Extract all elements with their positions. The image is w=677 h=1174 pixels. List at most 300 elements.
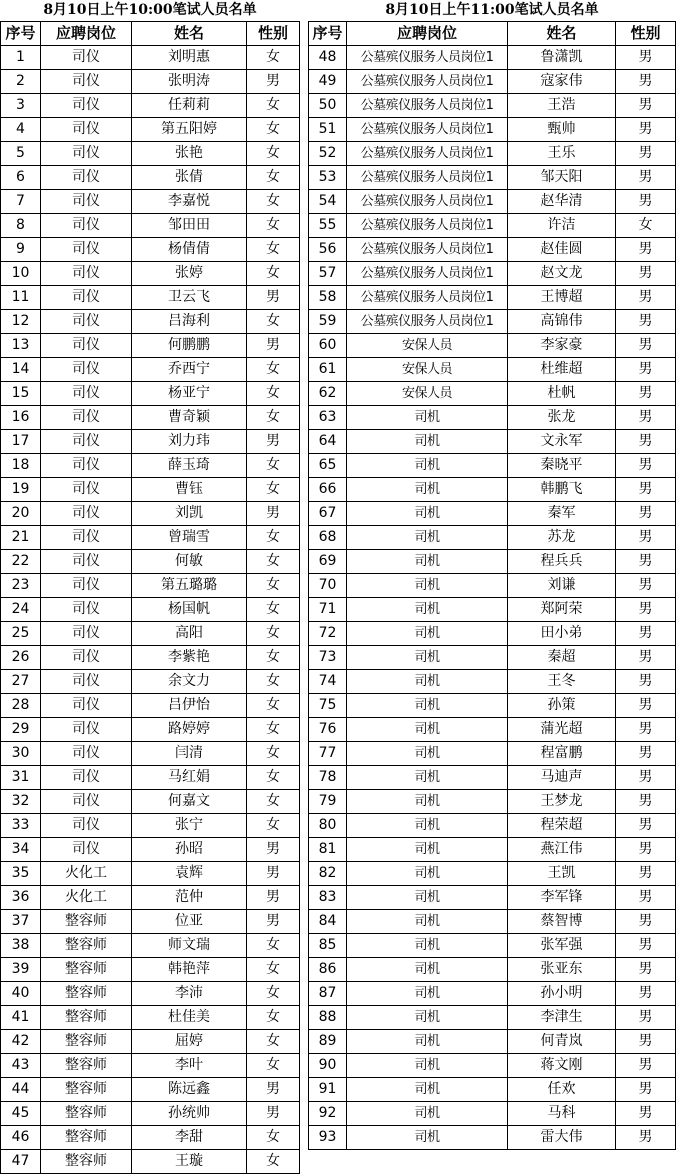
table-row [309, 214, 676, 238]
cell-position: 火化工 [41, 862, 132, 886]
cell-name: 李嘉悦 [132, 190, 247, 214]
cell-number: 69 [309, 550, 347, 574]
cell-number: 35 [1, 862, 41, 886]
left-roster-table [0, 0, 300, 1174]
cell-gender: 男 [616, 430, 676, 454]
table-row [309, 910, 676, 934]
table-row [309, 430, 676, 454]
cell-gender: 女 [247, 142, 300, 166]
table-row [1, 982, 300, 1006]
cell-name: 张亚东 [508, 958, 616, 982]
cell-number: 7 [1, 190, 41, 214]
table-row [1, 790, 300, 814]
cell-position: 火化工 [41, 886, 132, 910]
cell-name: 王梦龙 [508, 790, 616, 814]
cell-name: 张龙 [508, 406, 616, 430]
cell-position: 司机 [347, 982, 508, 1006]
cell-gender: 男 [616, 814, 676, 838]
cell-gender: 男 [616, 862, 676, 886]
cell-position: 司仪 [41, 550, 132, 574]
cell-number: 2 [1, 70, 41, 94]
cell-gender: 男 [616, 238, 676, 262]
cell-gender: 男 [616, 454, 676, 478]
cell-name: 师文瑞 [132, 934, 247, 958]
cell-gender: 男 [616, 1030, 676, 1054]
cell-position: 司机 [347, 1054, 508, 1078]
cell-gender: 女 [247, 598, 300, 622]
cell-gender: 女 [247, 526, 300, 550]
cell-gender: 女 [247, 958, 300, 982]
cell-position: 安保人员 [347, 382, 508, 406]
cell-gender: 男 [616, 406, 676, 430]
cell-gender: 男 [616, 550, 676, 574]
cell-name: 邹天阳 [508, 166, 616, 190]
table-row [309, 622, 676, 646]
table-row [309, 550, 676, 574]
cell-number: 72 [309, 622, 347, 646]
cell-number: 89 [309, 1030, 347, 1054]
cell-name: 李甜 [132, 1126, 247, 1150]
cell-number: 78 [309, 766, 347, 790]
cell-position: 司机 [347, 406, 508, 430]
cell-position: 司仪 [41, 478, 132, 502]
cell-gender: 女 [247, 166, 300, 190]
cell-number: 8 [1, 214, 41, 238]
cell-name: 范仲 [132, 886, 247, 910]
cell-gender: 男 [616, 286, 676, 310]
cell-gender: 男 [616, 310, 676, 334]
header-gender: 性别 [247, 22, 300, 46]
cell-position: 司仪 [41, 574, 132, 598]
cell-position: 司仪 [41, 430, 132, 454]
table-row [1, 766, 300, 790]
cell-name: 何青岚 [508, 1030, 616, 1054]
table-row [1, 142, 300, 166]
cell-gender: 女 [247, 238, 300, 262]
cell-name: 张倩 [132, 166, 247, 190]
cell-name: 程兵兵 [508, 550, 616, 574]
left-header-row [1, 22, 300, 46]
cell-name: 刘凯 [132, 502, 247, 526]
cell-position: 司仪 [41, 358, 132, 382]
cell-gender: 男 [616, 982, 676, 1006]
cell-number: 52 [309, 142, 347, 166]
cell-gender: 女 [616, 214, 676, 238]
table-row [1, 286, 300, 310]
cell-number: 24 [1, 598, 41, 622]
cell-name: 蒲光超 [508, 718, 616, 742]
cell-gender: 男 [616, 1126, 676, 1150]
cell-position: 司仪 [41, 526, 132, 550]
cell-position: 司机 [347, 790, 508, 814]
cell-gender: 女 [247, 622, 300, 646]
table-row [1, 262, 300, 286]
cell-gender: 女 [247, 406, 300, 430]
cell-number: 14 [1, 358, 41, 382]
cell-name: 高阳 [132, 622, 247, 646]
cell-number: 85 [309, 934, 347, 958]
header-name: 姓名 [132, 22, 247, 46]
cell-position: 公墓殡仪服务人员岗位1 [347, 190, 508, 214]
cell-position: 司机 [347, 454, 508, 478]
cell-name: 何嘉文 [132, 790, 247, 814]
cell-name: 位亚 [132, 910, 247, 934]
table-row [1, 886, 300, 910]
cell-position: 司仪 [41, 502, 132, 526]
table-row [1, 382, 300, 406]
cell-gender: 女 [247, 670, 300, 694]
cell-name: 杨国帆 [132, 598, 247, 622]
cell-name: 赵华清 [508, 190, 616, 214]
table-row [309, 1054, 676, 1078]
cell-position: 司机 [347, 670, 508, 694]
cell-number: 16 [1, 406, 41, 430]
cell-name: 屈婷 [132, 1030, 247, 1054]
cell-name: 韩艳萍 [132, 958, 247, 982]
table-row [1, 526, 300, 550]
cell-name: 刘力玮 [132, 430, 247, 454]
table-row [309, 382, 676, 406]
cell-gender: 女 [247, 1126, 300, 1150]
cell-position: 司机 [347, 694, 508, 718]
cell-gender: 男 [616, 1054, 676, 1078]
table-row [309, 1078, 676, 1102]
table-row [1, 238, 300, 262]
cell-name: 程富鹏 [508, 742, 616, 766]
cell-position: 司机 [347, 910, 508, 934]
cell-number: 17 [1, 430, 41, 454]
table-row [1, 550, 300, 574]
cell-position: 司仪 [41, 646, 132, 670]
cell-number: 15 [1, 382, 41, 406]
table-row [1, 814, 300, 838]
table-row [309, 718, 676, 742]
cell-gender: 男 [616, 1078, 676, 1102]
cell-number: 61 [309, 358, 347, 382]
table-row [309, 670, 676, 694]
cell-name: 高锦伟 [508, 310, 616, 334]
cell-gender: 女 [247, 1054, 300, 1078]
cell-position: 整容师 [41, 1030, 132, 1054]
right-header-row [309, 22, 676, 46]
cell-name: 何鹏鹏 [132, 334, 247, 358]
cell-position: 司仪 [41, 406, 132, 430]
cell-name: 邹田田 [132, 214, 247, 238]
table-row [1, 1102, 300, 1126]
cell-name: 马红娟 [132, 766, 247, 790]
cell-name: 韩鹏飞 [508, 478, 616, 502]
cell-name: 张婷 [132, 262, 247, 286]
cell-gender: 男 [247, 502, 300, 526]
cell-gender: 女 [247, 358, 300, 382]
cell-position: 司机 [347, 934, 508, 958]
cell-gender: 女 [247, 478, 300, 502]
cell-gender: 女 [247, 790, 300, 814]
cell-number: 41 [1, 1006, 41, 1030]
cell-position: 安保人员 [347, 334, 508, 358]
cell-position: 司仪 [41, 454, 132, 478]
table-row [309, 1126, 676, 1150]
cell-position: 司机 [347, 430, 508, 454]
cell-position: 整容师 [41, 1102, 132, 1126]
cell-position: 司仪 [41, 694, 132, 718]
cell-number: 34 [1, 838, 41, 862]
cell-name: 张艳 [132, 142, 247, 166]
cell-position: 司仪 [41, 70, 132, 94]
cell-number: 82 [309, 862, 347, 886]
cell-name: 赵文龙 [508, 262, 616, 286]
cell-name: 刘明惠 [132, 46, 247, 70]
cell-name: 鲁潇凯 [508, 46, 616, 70]
cell-name: 何敏 [132, 550, 247, 574]
cell-name: 马迪声 [508, 766, 616, 790]
cell-name: 田小弟 [508, 622, 616, 646]
header-name: 姓名 [508, 22, 616, 46]
cell-position: 司机 [347, 1078, 508, 1102]
cell-position: 司仪 [41, 790, 132, 814]
cell-gender: 女 [247, 814, 300, 838]
cell-number: 26 [1, 646, 41, 670]
cell-name: 杜帆 [508, 382, 616, 406]
cell-name: 李沛 [132, 982, 247, 1006]
cell-name: 蔡智博 [508, 910, 616, 934]
cell-number: 53 [309, 166, 347, 190]
cell-number: 63 [309, 406, 347, 430]
cell-gender: 女 [247, 1030, 300, 1054]
cell-number: 55 [309, 214, 347, 238]
header-gender: 性别 [616, 22, 676, 46]
cell-number: 93 [309, 1126, 347, 1150]
table-row [1, 574, 300, 598]
header-position: 应聘岗位 [41, 22, 132, 46]
cell-number: 4 [1, 118, 41, 142]
cell-position: 司机 [347, 598, 508, 622]
cell-gender: 女 [247, 454, 300, 478]
table-row [309, 502, 676, 526]
cell-name: 王凯 [508, 862, 616, 886]
cell-name: 杨亚宁 [132, 382, 247, 406]
cell-position: 司机 [347, 718, 508, 742]
cell-position: 司仪 [41, 262, 132, 286]
cell-number: 13 [1, 334, 41, 358]
cell-position: 公墓殡仪服务人员岗位1 [347, 142, 508, 166]
cell-gender: 女 [247, 766, 300, 790]
cell-number: 59 [309, 310, 347, 334]
cell-gender: 男 [616, 742, 676, 766]
cell-number: 62 [309, 382, 347, 406]
cell-gender: 男 [247, 886, 300, 910]
table-row [309, 958, 676, 982]
cell-position: 司机 [347, 526, 508, 550]
table-row [1, 430, 300, 454]
cell-name: 第五阳婷 [132, 118, 247, 142]
cell-position: 司机 [347, 646, 508, 670]
table-row [1, 910, 300, 934]
cell-gender: 男 [616, 910, 676, 934]
cell-gender: 女 [247, 694, 300, 718]
cell-name: 李津生 [508, 1006, 616, 1030]
cell-gender: 女 [247, 1150, 300, 1174]
cell-number: 3 [1, 94, 41, 118]
table-row [309, 238, 676, 262]
cell-position: 司机 [347, 502, 508, 526]
cell-name: 张军强 [508, 934, 616, 958]
table-row [309, 598, 676, 622]
table-row [1, 934, 300, 958]
cell-name: 吕海利 [132, 310, 247, 334]
cell-number: 32 [1, 790, 41, 814]
cell-name: 赵佳圆 [508, 238, 616, 262]
cell-position: 整容师 [41, 1054, 132, 1078]
cell-number: 42 [1, 1030, 41, 1054]
table-row [1, 334, 300, 358]
cell-position: 司机 [347, 862, 508, 886]
cell-name: 苏龙 [508, 526, 616, 550]
cell-gender: 男 [616, 118, 676, 142]
table-row [309, 886, 676, 910]
cell-name: 王冬 [508, 670, 616, 694]
table-row [1, 694, 300, 718]
cell-name: 孙昭 [132, 838, 247, 862]
cell-name: 郑阿荣 [508, 598, 616, 622]
cell-name: 杨倩倩 [132, 238, 247, 262]
table-row [309, 862, 676, 886]
cell-position: 安保人员 [347, 358, 508, 382]
table-row [1, 1150, 300, 1174]
cell-number: 18 [1, 454, 41, 478]
table-row [1, 1006, 300, 1030]
cell-gender: 男 [616, 1006, 676, 1030]
cell-number: 33 [1, 814, 41, 838]
cell-name: 杜佳美 [132, 1006, 247, 1030]
table-row [1, 454, 300, 478]
cell-name: 雷大伟 [508, 1126, 616, 1150]
cell-number: 47 [1, 1150, 41, 1174]
header-number: 序号 [1, 22, 41, 46]
cell-gender: 男 [616, 166, 676, 190]
cell-position: 整容师 [41, 1006, 132, 1030]
table-row [309, 406, 676, 430]
cell-name: 王浩 [508, 94, 616, 118]
table-row [309, 934, 676, 958]
cell-gender: 男 [247, 286, 300, 310]
table-row [1, 310, 300, 334]
cell-name: 蒋文刚 [508, 1054, 616, 1078]
cell-number: 87 [309, 982, 347, 1006]
table-row [309, 454, 676, 478]
cell-name: 李家豪 [508, 334, 616, 358]
table-row [1, 622, 300, 646]
cell-gender: 女 [247, 310, 300, 334]
cell-gender: 男 [616, 934, 676, 958]
cell-name: 王璇 [132, 1150, 247, 1174]
cell-position: 整容师 [41, 910, 132, 934]
cell-number: 77 [309, 742, 347, 766]
cell-position: 司机 [347, 1006, 508, 1030]
table-row [309, 790, 676, 814]
cell-gender: 男 [616, 622, 676, 646]
cell-number: 83 [309, 886, 347, 910]
cell-name: 马科 [508, 1102, 616, 1126]
cell-number: 31 [1, 766, 41, 790]
cell-name: 张明涛 [132, 70, 247, 94]
cell-gender: 男 [247, 910, 300, 934]
cell-position: 司仪 [41, 310, 132, 334]
cell-number: 9 [1, 238, 41, 262]
cell-name: 王乐 [508, 142, 616, 166]
cell-number: 81 [309, 838, 347, 862]
cell-gender: 男 [616, 142, 676, 166]
cell-position: 整容师 [41, 1150, 132, 1174]
cell-name: 李紫艳 [132, 646, 247, 670]
cell-name: 孙小明 [508, 982, 616, 1006]
table-row [309, 262, 676, 286]
cell-number: 21 [1, 526, 41, 550]
table-row [1, 1030, 300, 1054]
cell-name: 曾瑞雪 [132, 526, 247, 550]
cell-name: 薛玉琦 [132, 454, 247, 478]
cell-gender: 男 [247, 862, 300, 886]
cell-name: 陈远鑫 [132, 1078, 247, 1102]
cell-position: 公墓殡仪服务人员岗位1 [347, 70, 508, 94]
table-row [309, 118, 676, 142]
cell-number: 50 [309, 94, 347, 118]
cell-gender: 男 [616, 334, 676, 358]
table-row [1, 646, 300, 670]
cell-number: 84 [309, 910, 347, 934]
table-row [1, 838, 300, 862]
cell-number: 46 [1, 1126, 41, 1150]
cell-position: 司机 [347, 550, 508, 574]
cell-gender: 男 [247, 1078, 300, 1102]
table-row [1, 94, 300, 118]
cell-name: 闫清 [132, 742, 247, 766]
cell-number: 64 [309, 430, 347, 454]
cell-position: 司机 [347, 766, 508, 790]
cell-number: 40 [1, 982, 41, 1006]
cell-number: 6 [1, 166, 41, 190]
cell-number: 39 [1, 958, 41, 982]
cell-position: 司仪 [41, 766, 132, 790]
cell-position: 公墓殡仪服务人员岗位1 [347, 238, 508, 262]
cell-number: 88 [309, 1006, 347, 1030]
cell-name: 余文力 [132, 670, 247, 694]
cell-gender: 男 [247, 1102, 300, 1126]
cell-name: 路婷婷 [132, 718, 247, 742]
cell-position: 公墓殡仪服务人员岗位1 [347, 94, 508, 118]
cell-position: 司仪 [41, 742, 132, 766]
cell-gender: 男 [616, 94, 676, 118]
cell-name: 秦超 [508, 646, 616, 670]
cell-number: 60 [309, 334, 347, 358]
cell-gender: 男 [616, 838, 676, 862]
cell-position: 整容师 [41, 1126, 132, 1150]
cell-number: 75 [309, 694, 347, 718]
table-row [309, 190, 676, 214]
cell-position: 司仪 [41, 598, 132, 622]
cell-name: 曹奇颖 [132, 406, 247, 430]
cell-position: 司机 [347, 1126, 508, 1150]
cell-gender: 女 [247, 190, 300, 214]
cell-gender: 男 [616, 502, 676, 526]
table-row [309, 478, 676, 502]
cell-position: 司仪 [41, 838, 132, 862]
table-row [309, 766, 676, 790]
cell-position: 整容师 [41, 934, 132, 958]
cell-position: 司机 [347, 574, 508, 598]
cell-number: 73 [309, 646, 347, 670]
cell-gender: 男 [247, 430, 300, 454]
